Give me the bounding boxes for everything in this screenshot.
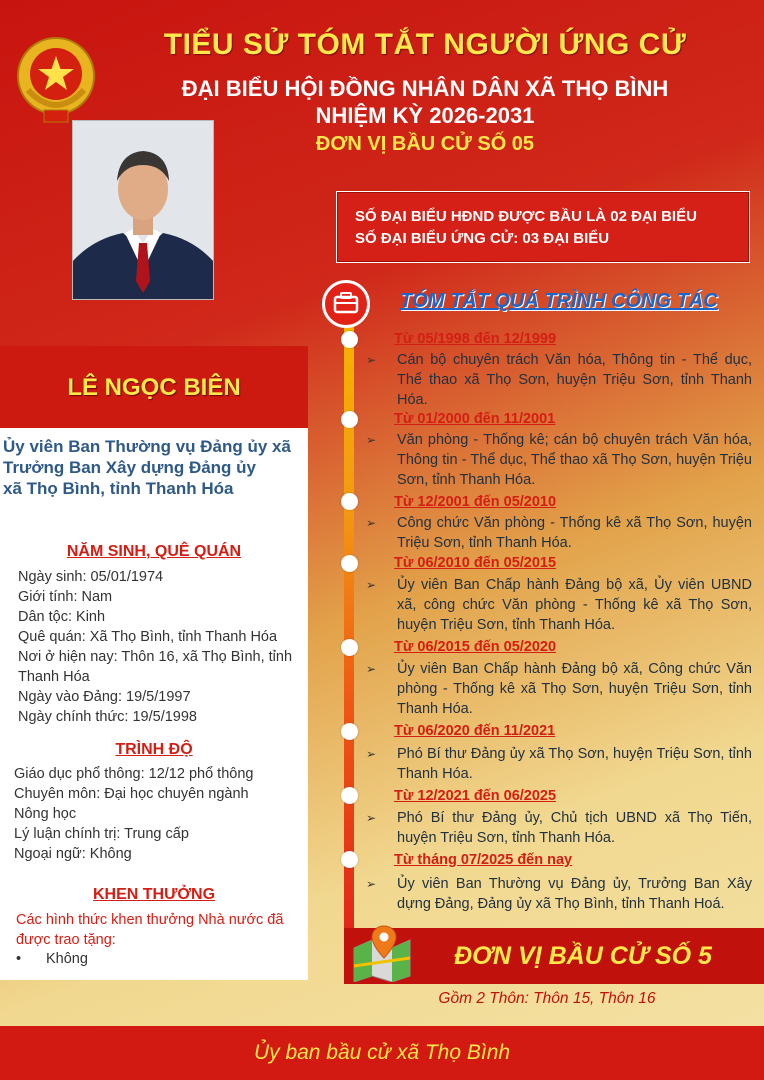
foreign-language: Ngoại ngữ: Không <box>14 846 132 862</box>
arrow-bullet-icon: ➢ <box>366 811 377 825</box>
career-period: Từ 05/1998 đến 12/1999 <box>394 331 557 347</box>
career-section-title: TÓM TẮT QUÁ TRÌNH CÔNG TÁC <box>400 290 718 312</box>
timeline-dot <box>341 331 358 348</box>
career-period: Từ 06/2015 đến 05/2020 <box>394 639 557 655</box>
bullet-icon: • <box>16 951 22 967</box>
timeline-dot <box>341 639 358 656</box>
birth-section-title: NĂM SINH, QUÊ QUÁN <box>66 543 242 560</box>
career-period: Từ 01/2000 đến 11/2001 <box>394 411 556 427</box>
timeline-dot <box>341 493 358 510</box>
career-description: Phó Bí thư Đảng ủy xã Thọ Sơn, huyện Triệu Sơn, tỉnh Thanh Hóa. <box>397 746 752 782</box>
timeline-dot <box>341 555 358 572</box>
document-title: TIỂU SỬ TÓM TẮT NGƯỜI ỨNG CỬ <box>163 28 687 61</box>
candidate-position <box>3 436 308 499</box>
awards-intro-line: Các hình thức khen thưởng Nhà nước đã <box>16 912 284 928</box>
career-description: Văn phòng - Thống kê; cán bộ chuyên trách Văn hóa, Thông tin - Thể dục, Thể thao xã Thọ Sơn, huyện Triệu Sơn, tỉnh Thanh Hóa. <box>397 432 752 488</box>
arrow-bullet-icon: ➢ <box>366 877 377 891</box>
career-description: Ủy viên Ban Thường vụ Đảng ủy, Trưởng Ban Xây dựng Đảng, Đảng ủy xã Thọ Bình, tỉnh Thanh Hoá. <box>397 876 752 912</box>
briefcase-icon <box>322 280 370 328</box>
career-period: Từ 12/2021 đến 06/2025 <box>394 788 557 804</box>
career-period: Từ 06/2020 đến 11/2021 <box>394 723 556 739</box>
party-official-date: Ngày chính thức: 19/5/1998 <box>18 709 197 725</box>
general-education: Giáo dục phổ thông: 12/12 phổ thông <box>14 766 254 782</box>
national-emblem-icon <box>14 34 98 126</box>
arrow-bullet-icon: ➢ <box>366 433 377 447</box>
candidate-name: LÊ NGỌC BIÊN <box>67 374 241 401</box>
arrow-bullet-icon: ➢ <box>366 747 377 761</box>
timeline-dot <box>341 787 358 804</box>
award-item-text: Không <box>46 951 88 967</box>
unit-title: ĐƠN VỊ BẦU CỬ SỐ 5 <box>454 942 712 970</box>
education-section-title: TRÌNH ĐỘ <box>115 741 193 758</box>
arrow-bullet-icon: ➢ <box>366 662 377 676</box>
major-cont: Nông học <box>14 806 77 822</box>
electoral-unit-label: ĐƠN VỊ BẦU CỬ SỐ 05 <box>315 133 535 155</box>
arrow-bullet-icon: ➢ <box>366 353 377 367</box>
map-pin-icon <box>350 922 414 982</box>
arrow-bullet-icon: ➢ <box>366 516 377 530</box>
unit-villages: Gồm 2 Thôn: Thôn 15, Thôn 16 <box>438 990 656 1007</box>
career-description: Ủy viên Ban Chấp hành Đảng bộ xã, Ủy viên UBND xã, công chức Văn phòng - Thống kê xã Thọ Sơn, huyện Triệu Sơn, tỉnh Thanh Hóa. <box>397 577 752 633</box>
awards-section-title: KHEN THƯỞNG <box>92 886 216 903</box>
candidate-count-text: SỐ ĐẠI BIỂU ỨNG CỬ: 03 ĐẠI BIỂU <box>355 230 610 247</box>
position-line: xã Thọ Bình, tỉnh Thanh Hóa <box>3 479 234 498</box>
career-description: Phó Bí thư Đảng ủy, Chủ tịch UBND xã Thọ Tiến, huyện Triệu Sơn, tỉnh Thanh Hóa. <box>397 810 752 846</box>
elected-seats-text: SỐ ĐẠI BIỂU HĐND ĐƯỢC BẦU LÀ 02 ĐẠI BIỂU <box>355 208 697 225</box>
hometown: Quê quán: Xã Thọ Bình, tỉnh Thanh Hóa <box>18 629 278 645</box>
career-period: Từ tháng 07/2025 đến nay <box>394 852 573 868</box>
timeline-dot <box>341 411 358 428</box>
dob: Ngày sinh: 05/01/1974 <box>18 569 164 585</box>
birth-info <box>18 567 308 727</box>
residence: Nơi ở hiện nay: Thôn 16, xã Thọ Bình, tỉnh <box>18 649 293 665</box>
election-committee: Ủy ban bầu cử xã Thọ Bình <box>253 1041 511 1064</box>
residence-cont: Thanh Hóa <box>18 669 90 685</box>
awards-intro-line: được trao tặng: <box>16 932 116 948</box>
major: Chuyên môn: Đại học chuyên ngành <box>14 786 249 802</box>
career-period: Từ 06/2010 đến 05/2015 <box>394 555 557 571</box>
document-subtitle: ĐẠI BIỂU HỘI ĐỒNG NHÂN DÂN XÃ THỌ BÌNH <box>181 76 669 101</box>
position-line: Ủy viên Ban Thường vụ Đảng ủy xã <box>3 437 291 456</box>
timeline-dot <box>341 723 358 740</box>
seat-count-box <box>336 191 750 263</box>
party-join-date: Ngày vào Đảng: 19/5/1997 <box>18 689 191 705</box>
career-period: Từ 12/2001 đến 05/2010 <box>394 494 557 510</box>
career-description: Công chức Văn phòng - Thống kê xã Thọ Sơn, huyện Triệu Sơn, tỉnh Thanh Hóa. <box>397 515 752 551</box>
education-info <box>14 764 306 864</box>
ethnicity: Dân tộc: Kinh <box>18 609 106 625</box>
awards-intro <box>16 910 306 950</box>
award-item <box>16 951 88 967</box>
career-description: Cán bộ chuyên trách Văn hóa, Thông tin - Thể dục, Thể thao xã Thọ Sơn, huyện Triệu Sơn, tỉnh Thanh Hóa. <box>397 352 752 408</box>
career-description: Ủy viên Ban Chấp hành Đảng bộ xã, Công chức Văn phòng - Thống kê xã Thọ Sơn, huyện Triệu Sơn, tỉnh Thanh Hóa. <box>397 661 752 717</box>
position-line: Trưởng Ban Xây dựng Đảng ủy <box>3 458 257 477</box>
arrow-bullet-icon: ➢ <box>366 578 377 592</box>
gender: Giới tính: Nam <box>18 589 113 605</box>
term-label: NHIỆM KỲ 2026-2031 <box>315 103 535 128</box>
timeline-dot <box>341 851 358 868</box>
candidate-photo <box>72 120 214 300</box>
political-theory: Lý luận chính trị: Trung cấp <box>14 826 189 842</box>
